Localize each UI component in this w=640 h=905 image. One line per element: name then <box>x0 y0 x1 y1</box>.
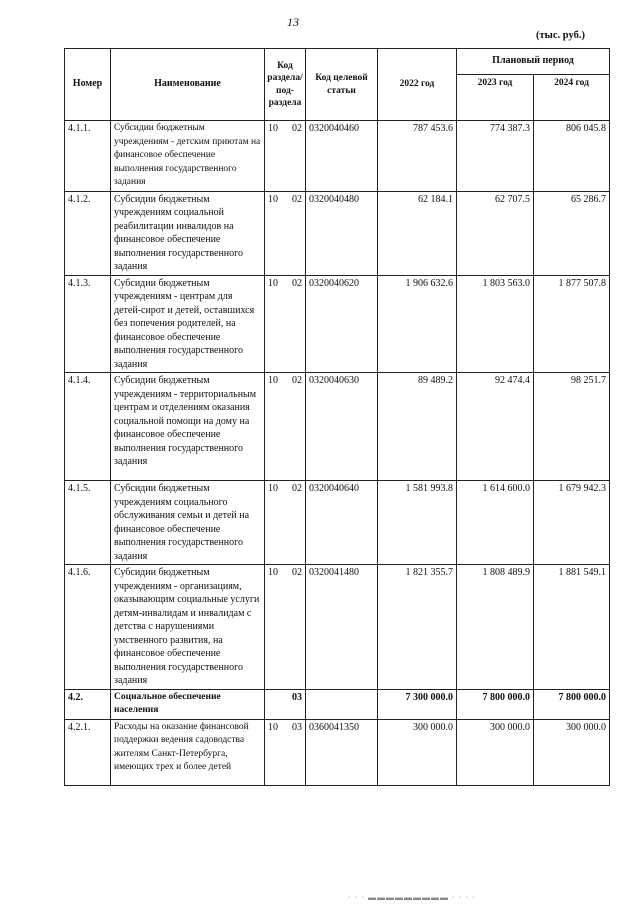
row-name: Субсидии бюджетным учреждениям - детским приютам на финансовое обеспечение выполнения государственного задания <box>111 121 265 192</box>
table-row <box>65 481 610 565</box>
table-row <box>65 689 610 719</box>
row-number: 4.1.2. <box>65 191 111 275</box>
row-number: 4.1.4. <box>65 373 111 481</box>
row-kod-statyi: 0320040620 <box>306 275 378 373</box>
header-nomer: Номер <box>65 49 111 121</box>
row-number: 4.1.1. <box>65 121 111 192</box>
header-naimenovanie: Наименование <box>111 49 265 121</box>
razdel-code: 10 <box>268 277 278 289</box>
row-kod-statyi: 0320040640 <box>306 481 378 565</box>
row-value-2023: 300 000.0 <box>457 719 534 785</box>
budget-table <box>64 48 610 786</box>
row-kod-statyi: 0320040460 <box>306 121 378 192</box>
row-razdel <box>265 373 306 481</box>
row-value-2023: 7 800 000.0 <box>457 689 534 719</box>
table-row <box>65 719 610 785</box>
podrazdel-code: 02 <box>292 567 302 578</box>
table-row <box>65 373 610 481</box>
podrazdel-code: 03 <box>292 721 302 733</box>
row-value-2022: 300 000.0 <box>378 719 457 785</box>
row-value-2022: 1 906 632.6 <box>378 275 457 373</box>
row-value-2022: 787 453.6 <box>378 121 457 192</box>
row-razdel <box>265 481 306 565</box>
podrazdel-code: 03 <box>292 691 302 703</box>
row-number: 4.2. <box>65 689 111 719</box>
row-number: 4.2.1. <box>65 719 111 785</box>
row-value-2022: 89 489.2 <box>378 373 457 481</box>
row-kod-statyi: 0320040480 <box>306 191 378 275</box>
row-number: 4.1.5. <box>65 481 111 565</box>
scan-footer-mark: · · · ▬▬▬▬▬▬▬▬▬ · · · · <box>348 893 476 902</box>
podrazdel-code: 02 <box>292 123 302 134</box>
row-value-2023: 92 474.4 <box>457 373 534 481</box>
row-name: Субсидии бюджетным учреждениям - организациям, оказывающим социальные услуги детям-инвалидам и инвалидам с детства с нарушениями умственного развития, на финансовое обеспечение выполнения государственного задания <box>111 565 265 690</box>
row-value-2024: 1 877 507.8 <box>534 275 610 373</box>
row-name: Субсидии бюджетным учреждениям социальной реабилитации инвалидов на финансовое обеспечение выполнения государственного задания <box>111 191 265 275</box>
table-row <box>65 565 610 690</box>
header-kod-statyi: Код целевой статьи <box>306 49 378 121</box>
row-razdel <box>265 121 306 192</box>
row-value-2024: 1 679 942.3 <box>534 481 610 565</box>
header-year-2023: 2023 год <box>457 75 534 121</box>
row-value-2024: 65 286.7 <box>534 191 610 275</box>
row-value-2023: 774 387.3 <box>457 121 534 192</box>
header-planoviy-period: Плановый период <box>457 49 610 75</box>
razdel-code: 10 <box>268 123 278 134</box>
table-row <box>65 275 610 373</box>
row-name: Социальное обеспечение населения <box>111 689 265 719</box>
podrazdel-code: 02 <box>292 483 302 494</box>
row-value-2024: 1 881 549.1 <box>534 565 610 690</box>
row-value-2023: 62 707.5 <box>457 191 534 275</box>
row-value-2024: 806 045.8 <box>534 121 610 192</box>
row-value-2023: 1 808 489.9 <box>457 565 534 690</box>
razdel-code: 10 <box>268 375 278 386</box>
table-row <box>65 121 610 192</box>
row-value-2022: 1 581 993.8 <box>378 481 457 565</box>
row-name: Субсидии бюджетным учреждениям - центрам для детей-сирот и детей, оставшихся без попечения родителей, на финансовое обеспечение выполнения государственного задания <box>111 275 265 373</box>
row-name: Расходы на оказание финансовой поддержки ведения садоводства жителям Санкт-Петербурга, имеющих трех и более детей <box>111 719 265 785</box>
row-razdel <box>265 275 306 373</box>
row-value-2024: 98 251.7 <box>534 373 610 481</box>
row-kod-statyi: 0320040630 <box>306 373 378 481</box>
row-value-2022: 62 184.1 <box>378 191 457 275</box>
razdel-code: 10 <box>268 567 278 578</box>
row-razdel <box>265 565 306 690</box>
row-value-2024: 300 000.0 <box>534 719 610 785</box>
row-razdel <box>265 689 306 719</box>
row-value-2022: 7 300 000.0 <box>378 689 457 719</box>
row-value-2022: 1 821 355.7 <box>378 565 457 690</box>
row-kod-statyi: 0320041480 <box>306 565 378 690</box>
row-number: 4.1.3. <box>65 275 111 373</box>
header-kod-razdela: Код раздела/ под- раздела <box>265 49 306 121</box>
row-razdel <box>265 191 306 275</box>
razdel-code: 10 <box>268 721 278 733</box>
units-label: (тыс. руб.) <box>536 30 585 41</box>
page-number: 13 <box>287 15 299 29</box>
row-kod-statyi: 0360041350 <box>306 719 378 785</box>
row-value-2023: 1 803 563.0 <box>457 275 534 373</box>
row-number: 4.1.6. <box>65 565 111 690</box>
podrazdel-code: 02 <box>292 277 302 289</box>
table-body <box>65 121 610 786</box>
table-row <box>65 191 610 275</box>
podrazdel-code: 02 <box>292 375 302 386</box>
header-year-2024: 2024 год <box>534 75 610 121</box>
header-year-2022: 2022 год <box>378 49 457 121</box>
row-value-2023: 1 614 600.0 <box>457 481 534 565</box>
podrazdel-code: 02 <box>292 193 302 205</box>
row-name: Субсидии бюджетным учреждениям - территориальным центрам и отделениям оказания социальной помощи на дому на финансовое обеспечение выполнения государственного задания <box>111 373 265 481</box>
row-name: Субсидии бюджетным учреждениям социального обслуживания семьи и детей на финансовое обеспечение выполнения государственного задания <box>111 481 265 565</box>
row-kod-statyi <box>306 689 378 719</box>
row-value-2024: 7 800 000.0 <box>534 689 610 719</box>
row-razdel <box>265 719 306 785</box>
razdel-code: 10 <box>268 193 278 205</box>
razdel-code: 10 <box>268 483 278 494</box>
